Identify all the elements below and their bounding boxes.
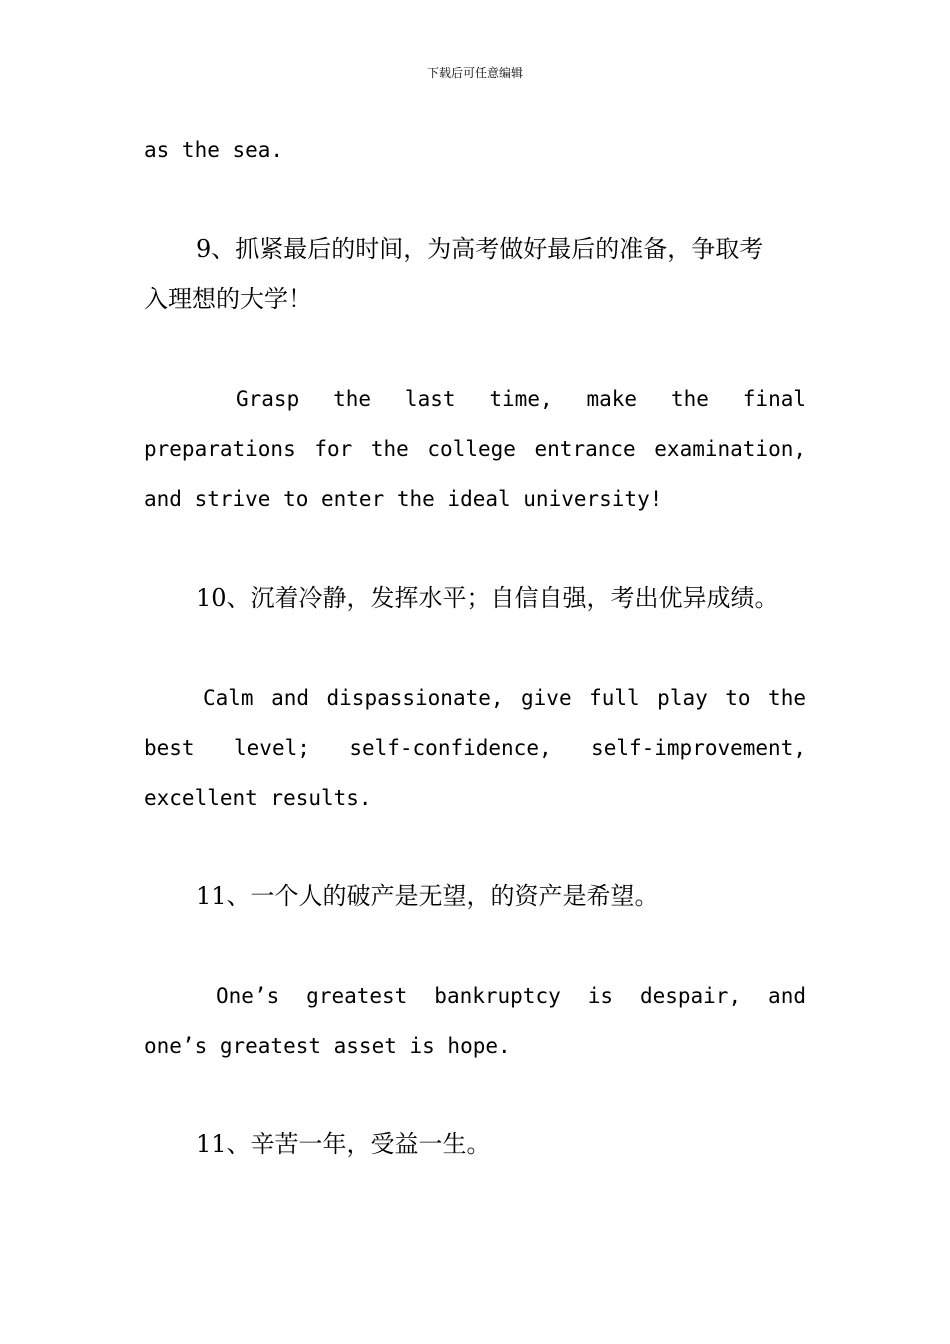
text-line: 9、抓紧最后的时间，为高考做好最后的准备，争取考 <box>196 235 764 263</box>
text-line: 11、辛苦一年，受益一生。 <box>196 1130 491 1158</box>
paragraph-chinese-item-10 <box>144 573 806 623</box>
paragraph-chinese-item-9 <box>144 224 806 324</box>
text-line: 入理想的大学！ <box>144 285 312 313</box>
paragraph-chinese-item-11b <box>144 1119 806 1169</box>
paragraph-chinese-item-11a <box>144 871 806 921</box>
text-line: 10、沉着冷静，发挥水平；自信自强，考出优异成绩。 <box>196 584 779 612</box>
text-line: one’s greatest asset is hope. <box>144 1034 511 1058</box>
text-line: best level; self-confidence, self-improvement, <box>144 736 806 760</box>
paragraph-english-item-9 <box>144 374 806 524</box>
text-line: Grasp the last time, make the final <box>236 387 806 411</box>
text-line: excellent results. <box>144 786 372 810</box>
page-header: 下载后可任意编辑 <box>426 66 523 80</box>
paragraph-english-item-10 <box>144 673 806 823</box>
text-line: One’s greatest bankruptcy is despair, and <box>216 984 806 1008</box>
text-line: as the sea. <box>144 138 284 162</box>
paragraph-english-item-11 <box>144 971 806 1071</box>
text-line: 11、一个人的破产是无望，的资产是希望。 <box>196 882 659 910</box>
text-line: preparations for the college entrance examination, <box>144 437 806 461</box>
paragraph-english-continuation <box>144 125 806 175</box>
text-line: Calm and dispassionate, give full play to the <box>203 686 806 710</box>
text-line: and strive to enter the ideal university! <box>144 487 663 511</box>
